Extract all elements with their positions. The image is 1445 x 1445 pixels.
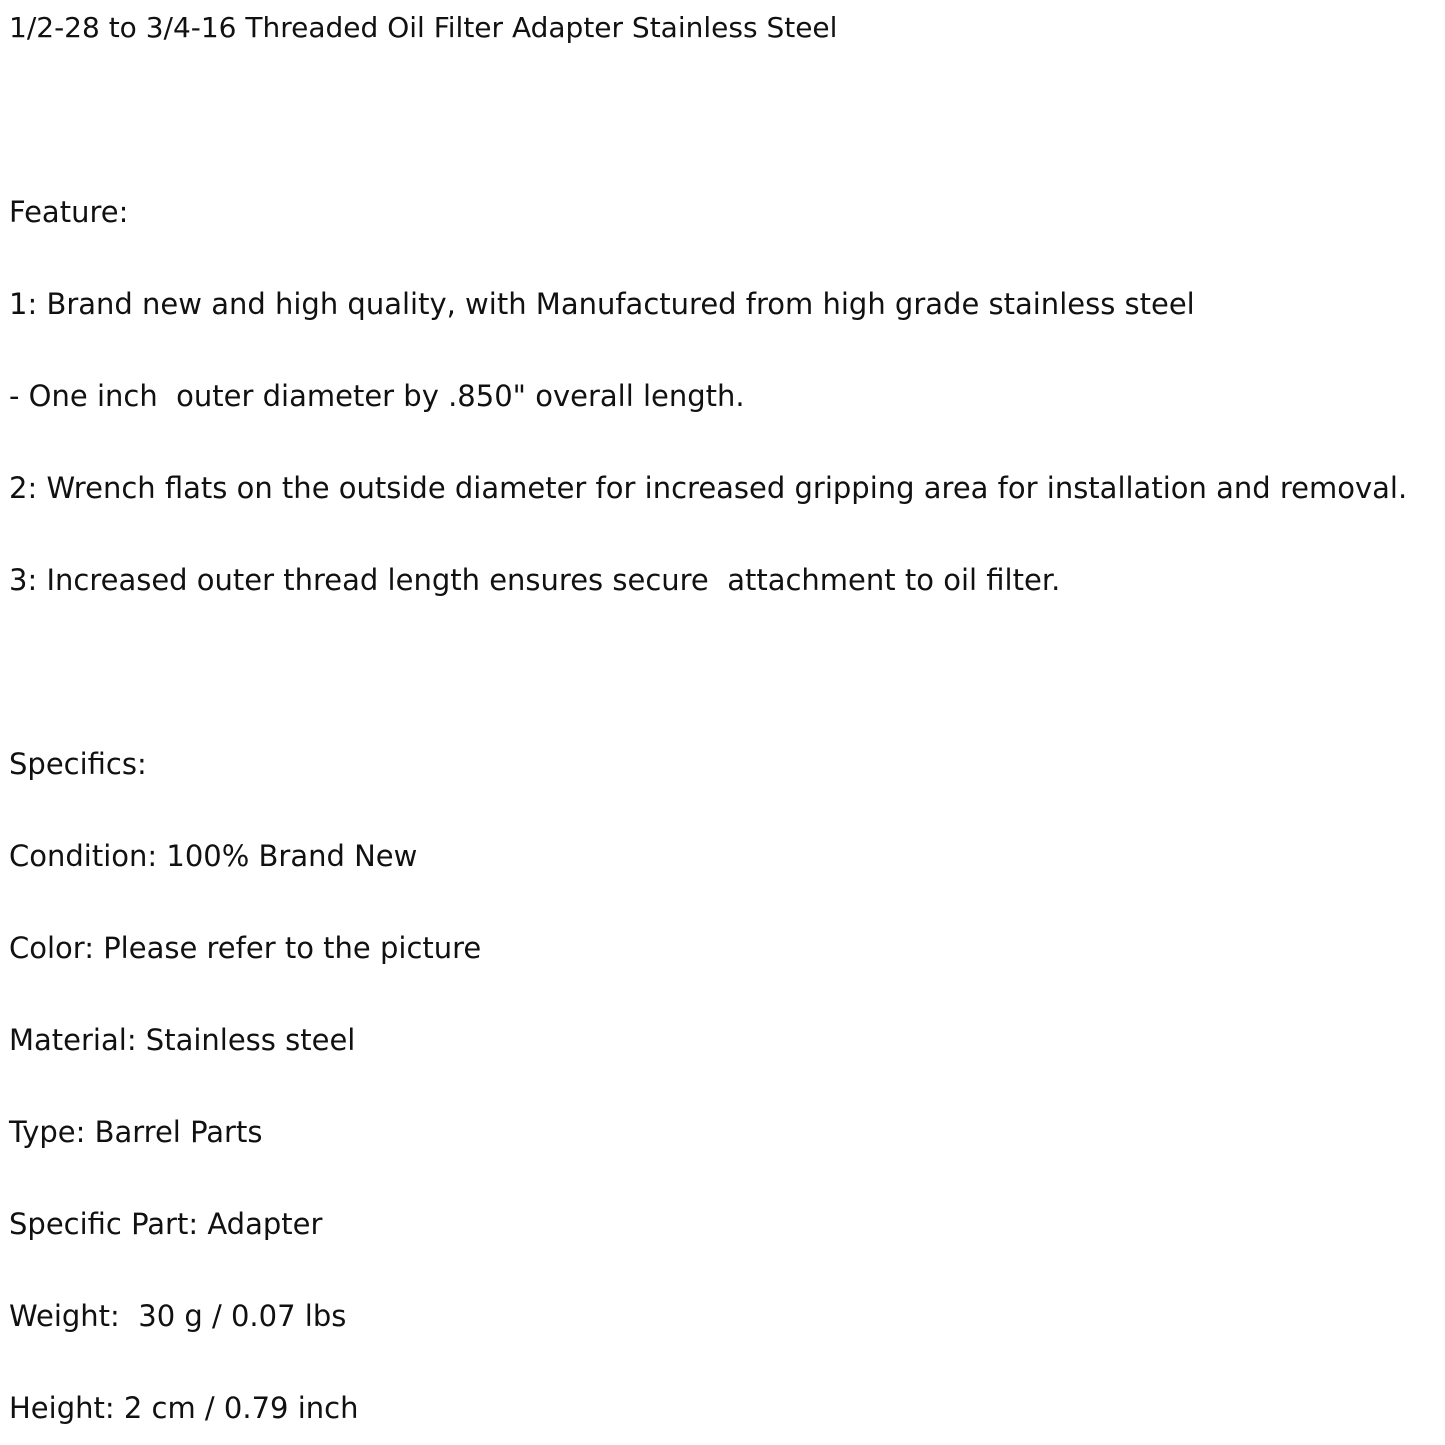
spec-type: Type: Barrel Parts bbox=[9, 1115, 263, 1149]
feature-heading: Feature: bbox=[9, 195, 129, 229]
feature-item: 3: Increased outer thread length ensures secure attachment to oil filter. bbox=[9, 563, 1061, 597]
feature-item: 2: Wrench flats on the outside diameter for increased gripping area for installation and removal. bbox=[9, 471, 1408, 505]
feature-item: 1: Brand new and high quality, with Manufactured from high grade stainless steel bbox=[9, 287, 1195, 321]
spec-specific-part: Specific Part: Adapter bbox=[9, 1207, 323, 1241]
spec-condition: Condition: 100% Brand New bbox=[9, 839, 418, 873]
specifics-heading: Specifics: bbox=[9, 747, 147, 781]
spec-material: Material: Stainless steel bbox=[9, 1023, 356, 1057]
feature-item: - One inch outer diameter by .850" overall length. bbox=[9, 379, 745, 413]
spec-height: Height: 2 cm / 0.79 inch bbox=[9, 1391, 359, 1425]
product-title: 1/2-28 to 3/4-16 Threaded Oil Filter Adapter Stainless Steel bbox=[9, 11, 838, 44]
spec-weight: Weight: 30 g / 0.07 lbs bbox=[9, 1299, 347, 1333]
spec-color: Color: Please refer to the picture bbox=[9, 931, 482, 965]
